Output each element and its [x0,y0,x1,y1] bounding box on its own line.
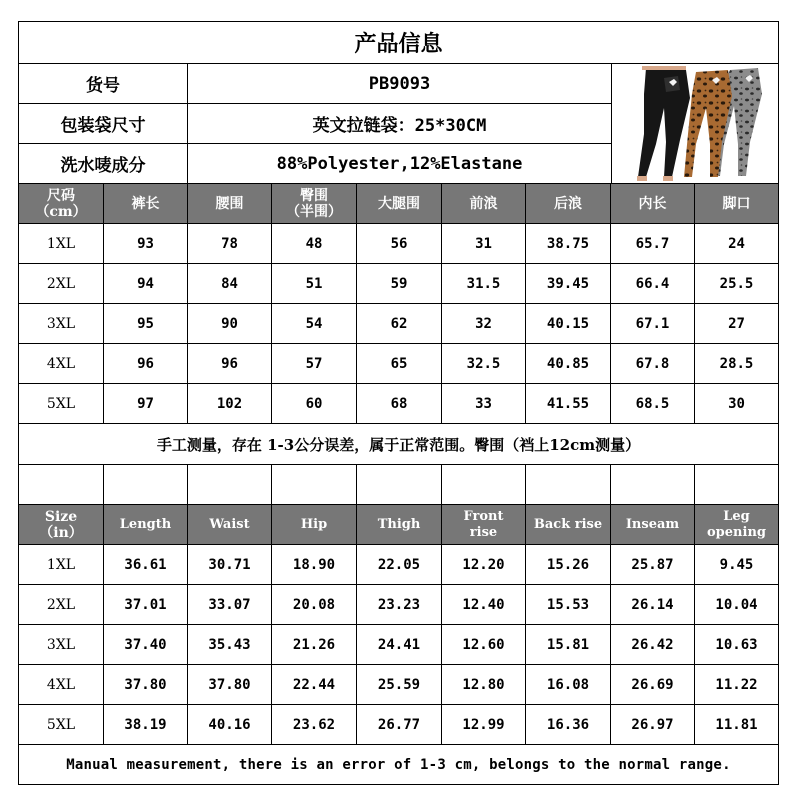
table-cell: 26.69 [610,664,694,704]
table-cell: 84 [187,263,271,303]
table-cell: 22.05 [356,544,441,584]
table-cell: 11.22 [694,664,778,704]
table-cell: 94 [103,263,187,303]
table-cell: 23.23 [356,584,441,624]
table-cell: 67.1 [610,303,694,343]
table-cell: 66.4 [610,263,694,303]
column-header: Thigh [356,504,441,544]
empty-cell [187,464,271,504]
table-cell: 15.26 [525,544,610,584]
table-cell: 96 [103,343,187,383]
table-cell: 90 [187,303,271,343]
info-label: 洗水唛成分 [19,143,187,183]
table-cell: 26.77 [356,704,441,744]
table-cell: 68.5 [610,383,694,423]
size-label: 2XL [19,584,103,624]
cm-measurement-note: 手工测量，存在 1-3公分误差，属于正常范围。臀围（裆上12cm测量） [19,423,778,464]
table-cell: 30 [694,383,778,423]
info-label: 包装袋尺寸 [19,103,187,143]
table-cell: 48 [271,223,356,263]
column-header: 尺码 （cm） [19,183,103,223]
table-cell: 18.90 [271,544,356,584]
product-photo [611,63,778,183]
table-cell: 67.8 [610,343,694,383]
size-label: 1XL [19,223,103,263]
size-label: 5XL [19,704,103,744]
table-cell: 25.5 [694,263,778,303]
table-cell: 15.53 [525,584,610,624]
empty-cell [271,464,356,504]
empty-cell [525,464,610,504]
column-header: Front rise [441,504,525,544]
table-cell: 36.61 [103,544,187,584]
table-cell: 26.97 [610,704,694,744]
table-cell: 65 [356,343,441,383]
size-label: 1XL [19,544,103,584]
table-cell: 40.85 [525,343,610,383]
table-cell: 40.15 [525,303,610,343]
column-header: Waist [187,504,271,544]
column-header: 裤长 [103,183,187,223]
inch-measurement-note: Manual measurement, there is an error of 1-3 cm, belongs to the normal range. [19,744,778,784]
page-title: 产品信息 [354,31,443,57]
table-cell: 16.08 [525,664,610,704]
info-label: 货号 [19,63,187,103]
table-cell: 51 [271,263,356,303]
size-chart-sheet [18,21,779,785]
column-header: Leg opening [694,504,778,544]
column-header: 后浪 [525,183,610,223]
size-label: 4XL [19,664,103,704]
column-header: 臀围 （半围） [271,183,356,223]
table-cell: 38.19 [103,704,187,744]
table-cell: 31 [441,223,525,263]
column-header: 前浪 [441,183,525,223]
table-cell: 25.87 [610,544,694,584]
table-cell: 12.40 [441,584,525,624]
table-cell: 37.01 [103,584,187,624]
table-cell: 60 [271,383,356,423]
empty-cell [19,464,103,504]
info-value: PB9093 [187,63,611,103]
info-value: 88%Polyester,12%Elastane [187,143,611,183]
table-cell: 15.81 [525,624,610,664]
table-cell: 26.42 [610,624,694,664]
size-label: 3XL [19,303,103,343]
table-cell: 10.63 [694,624,778,664]
table-cell: 95 [103,303,187,343]
table-cell: 9.45 [694,544,778,584]
empty-cell [103,464,187,504]
size-label: 3XL [19,624,103,664]
column-header: 脚口 [694,183,778,223]
table-cell: 56 [356,223,441,263]
table-cell: 12.80 [441,664,525,704]
table-cell: 57 [271,343,356,383]
table-cell: 26.14 [610,584,694,624]
column-header: 内长 [610,183,694,223]
table-cell: 96 [187,343,271,383]
table-cell: 93 [103,223,187,263]
table-cell: 20.08 [271,584,356,624]
column-header: Inseam [610,504,694,544]
table-cell: 22.44 [271,664,356,704]
table-cell: 31.5 [441,263,525,303]
table-cell: 37.80 [103,664,187,704]
table-cell: 27 [694,303,778,343]
table-cell: 33.07 [187,584,271,624]
table-cell: 32 [441,303,525,343]
table-cell: 65.7 [610,223,694,263]
column-header: Back rise [525,504,610,544]
empty-cell [610,464,694,504]
leggings-image [612,64,778,183]
table-cell: 28.5 [694,343,778,383]
table-cell: 12.20 [441,544,525,584]
column-header: Hip [271,504,356,544]
table-cell: 37.40 [103,624,187,664]
table-cell: 59 [356,263,441,303]
empty-cell [441,464,525,504]
table-cell: 102 [187,383,271,423]
table-cell: 37.80 [187,664,271,704]
table-cell: 10.04 [694,584,778,624]
column-header: 腰围 [187,183,271,223]
empty-cell [356,464,441,504]
table-cell: 40.16 [187,704,271,744]
column-header: Length [103,504,187,544]
table-cell: 32.5 [441,343,525,383]
column-header: 大腿围 [356,183,441,223]
table-cell: 38.75 [525,223,610,263]
info-value: 英文拉链袋：25*30CM [187,103,611,143]
table-cell: 21.26 [271,624,356,664]
size-label: 4XL [19,343,103,383]
column-header: Size （in） [19,504,103,544]
table-cell: 33 [441,383,525,423]
table-cell: 23.62 [271,704,356,744]
size-label: 2XL [19,263,103,303]
table-cell: 25.59 [356,664,441,704]
table-cell: 78 [187,223,271,263]
table-cell: 35.43 [187,624,271,664]
table-cell: 12.60 [441,624,525,664]
table-cell: 54 [271,303,356,343]
table-cell: 24 [694,223,778,263]
table-cell: 41.55 [525,383,610,423]
table-cell: 39.45 [525,263,610,303]
table-cell: 24.41 [356,624,441,664]
table-cell: 97 [103,383,187,423]
table-cell: 11.81 [694,704,778,744]
table-cell: 12.99 [441,704,525,744]
table-cell: 16.36 [525,704,610,744]
empty-cell [694,464,778,504]
table-cell: 68 [356,383,441,423]
table-cell: 62 [356,303,441,343]
size-label: 5XL [19,383,103,423]
table-cell: 30.71 [187,544,271,584]
